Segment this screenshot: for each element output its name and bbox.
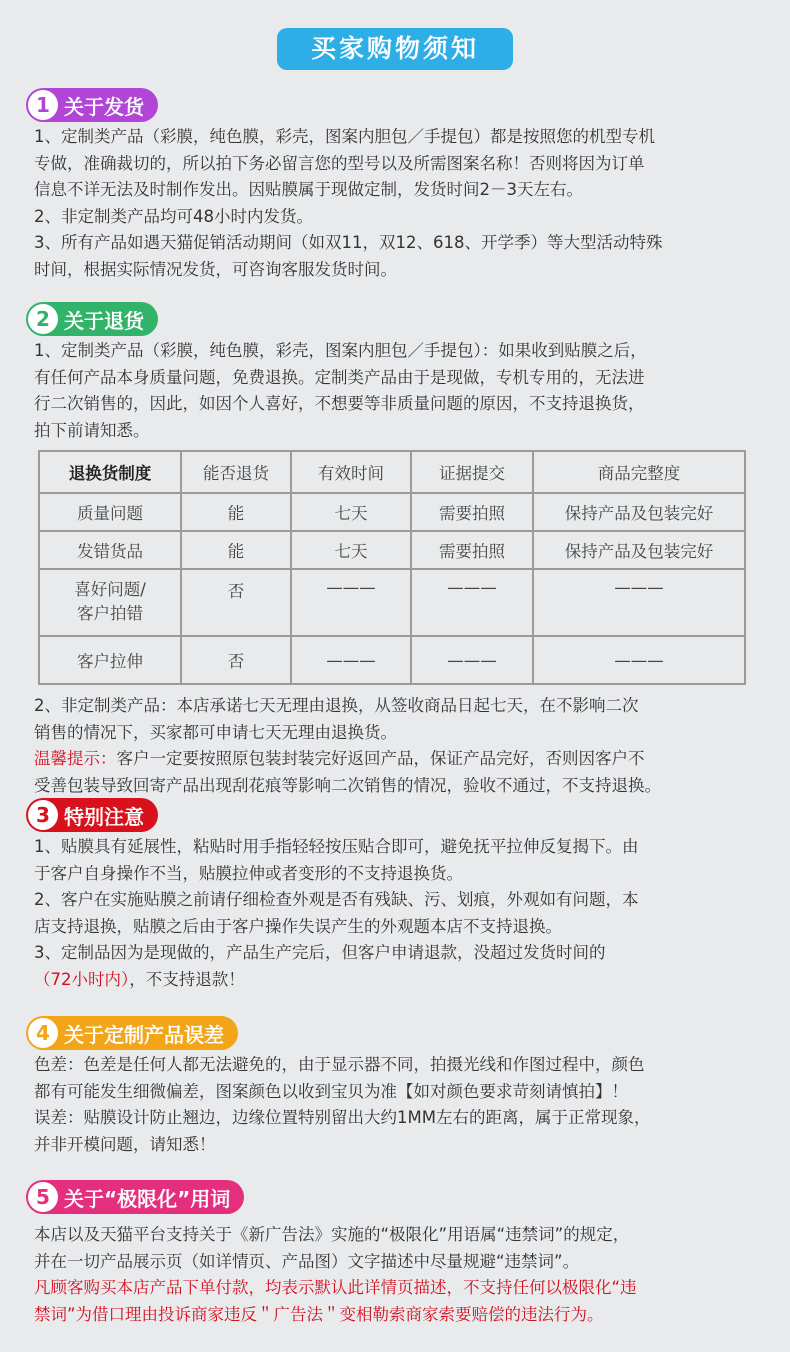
text-line: 销售的情况下，买家都可申请七天无理由退换货。 xyxy=(34,722,397,742)
text-rest: ，不支持退款！ xyxy=(129,969,245,989)
table-cell: 否 xyxy=(181,636,291,684)
section-shipping xyxy=(26,88,776,283)
number-badge-icon: 3 xyxy=(28,800,58,830)
table-cell: 七天 xyxy=(291,493,411,531)
text-line: 时间，根据实际情况发货，可咨询客服发货时间。 xyxy=(34,259,397,279)
section-tag-shipping xyxy=(26,88,158,122)
text-line: 本店以及天猫平台支持关于《新广告法》实施的“极限化”用语属“违禁词”的规定， xyxy=(34,1225,630,1244)
section-custom-error xyxy=(26,1016,776,1158)
warning-line: 禁词”为借口理由投诉商家违反＂广告法＂变相勒索商家索要赔偿的违法行为。 xyxy=(34,1304,604,1324)
table-cell: 能 xyxy=(181,531,291,569)
table-cell: 需要拍照 xyxy=(411,493,533,531)
section-tag-words xyxy=(26,1180,244,1214)
page-title: 买家购物须知 xyxy=(277,28,513,70)
text-line: 1、定制类产品（彩膜，纯色膜，彩壳，图案内胆包／手提包）：如果收到贴膜之后， xyxy=(34,341,647,360)
table-cell: 能 xyxy=(181,493,291,531)
table-cell: 保持产品及包装完好 xyxy=(533,531,745,569)
table-cell: 七天 xyxy=(291,531,411,569)
table-cell: ——— xyxy=(533,569,745,636)
title-wrap xyxy=(0,28,790,70)
text-line: 2、非定制类产品均可48小时内发货。 xyxy=(34,206,313,226)
table-header: 商品完整度 xyxy=(533,451,745,493)
table-header: 证据提交 xyxy=(411,451,533,493)
section-title: 关于“极限化”用词 xyxy=(64,1186,231,1211)
section-tag-notice xyxy=(26,798,158,832)
text-line: 行二次销售的，因此，如因个人喜好，不想要等非质量问题的原因，不支持退换货， xyxy=(34,394,645,413)
text-line: 1、贴膜具有延展性，粘贴时用手指轻轻按压贴合即可，避免抚平拉伸反复揭下。由 xyxy=(34,837,639,856)
table-cell: 质量问题 xyxy=(39,493,181,531)
text-line: 色差：色差是任何人都无法避免的，由于显示器不同，拍摄光线和作图过程中，颜色 xyxy=(34,1055,645,1074)
table-cell: ——— xyxy=(291,636,411,684)
table-cell: ——— xyxy=(533,636,745,684)
section-title: 关于定制产品误差 xyxy=(64,1022,224,1047)
text-line: 专做，准确裁切的，所以拍下务必留言您的型号以及所需图案名称！否则将因为订单 xyxy=(34,153,645,173)
section-title: 特别注意 xyxy=(64,804,144,829)
text-line xyxy=(26,967,776,994)
return-policy-table xyxy=(38,450,746,685)
table-cell: 发错货品 xyxy=(39,531,181,569)
tip-text: 客户一定要按照原包装封装完好返回产品，保证产品完好，否则因客户不 xyxy=(116,749,645,768)
text-line: 有任何产品本身质量问题，免费退换。定制类产品由于是现做，专机专用的，无法进 xyxy=(34,367,645,387)
warning-line: 凡顾客购买本店产品下单付款，均表示默认此详情页描述，不支持任何以极限化“违 xyxy=(34,1278,637,1297)
table-cell: ——— xyxy=(411,636,533,684)
cell-line: 客户拍错 xyxy=(77,604,143,623)
table-row xyxy=(39,569,745,636)
text-line: 2、客户在实施贴膜之前请仔细检查外观是否有残缺、污、划痕，外观如有问题，本 xyxy=(34,890,639,909)
table-header: 退换货制度 xyxy=(39,451,181,493)
number-badge-icon: 5 xyxy=(28,1182,58,1212)
number-badge-icon: 2 xyxy=(28,304,58,334)
text-line: 于客户自身操作不当，贴膜拉伸或者变形的不支持退换货。 xyxy=(34,863,463,883)
table-cell: 否 xyxy=(181,569,291,636)
text-line: 并在一切产品展示页（如详情页、产品图）文字描述中尽量规避“违禁词”。 xyxy=(34,1251,580,1271)
text-line: 3、定制品因为是现做的，产品生产完后，但客户申请退款，没超过发货时间的 xyxy=(34,943,606,962)
table-header: 能否退货 xyxy=(181,451,291,493)
text-line: 并非开模问题，请知悉！ xyxy=(34,1134,216,1154)
tip-label: 温馨提示： xyxy=(34,749,117,768)
number-badge-icon: 4 xyxy=(28,1018,58,1048)
table-header-row xyxy=(39,451,745,493)
table-cell xyxy=(39,569,181,636)
number-badge-icon: 1 xyxy=(28,90,58,120)
text-line: 2、非定制类产品：本店承诺七天无理由退换，从签收商品日起七天，在不影响二次 xyxy=(34,696,639,715)
text-line: 都有可能发生细微偏差，图案颜色以收到宝贝为准【如对颜色要求苛刻请慎拍】！ xyxy=(34,1081,628,1101)
text-line: 拍下前请知悉。 xyxy=(34,420,150,440)
text-line: 误差：贴膜设计防止翘边，边缘位置特别留出大约1MM左右的距离，属于正常现象， xyxy=(34,1108,651,1127)
section-extreme-words xyxy=(26,1180,776,1328)
table-row xyxy=(39,636,745,684)
section-returns xyxy=(26,302,776,799)
section-special-notice xyxy=(26,798,776,993)
table-row xyxy=(39,493,745,531)
table-cell: 客户拉伸 xyxy=(39,636,181,684)
table-cell: ——— xyxy=(291,569,411,636)
text-line: 1、定制类产品（彩膜，纯色膜，彩壳，图案内胆包／手提包）都是按照您的机型专机 xyxy=(34,127,655,146)
text-line: 信息不详无法及时制作发出。因贴膜属于现做定制，发货时间2－3天左右。 xyxy=(34,180,583,199)
cell-line: 喜好问题/ xyxy=(74,580,146,599)
highlight-text: （72小时内） xyxy=(34,969,130,989)
tip-line xyxy=(26,746,776,773)
section-title: 关于退货 xyxy=(64,308,144,333)
section-title: 关于发货 xyxy=(64,94,144,119)
table-cell: ——— xyxy=(411,569,533,636)
section-tag-returns xyxy=(26,302,158,336)
section-tag-error xyxy=(26,1016,238,1050)
text-line: 店支持退换，贴膜之后由于客户操作失误产生的外观题本店不支持退换。 xyxy=(34,916,562,936)
table-header: 有效时间 xyxy=(291,451,411,493)
text-line: 受善包装导致回寄产品出现刮花痕等影响二次销售的情况，验收不通过，不支持退换。 xyxy=(34,775,661,795)
text-line: 3、所有产品如遇天猫促销活动期间（如双11，双12、618、开学季）等大型活动特殊 xyxy=(34,233,663,252)
table-cell: 保持产品及包装完好 xyxy=(533,493,745,531)
table-cell: 需要拍照 xyxy=(411,531,533,569)
table-row xyxy=(39,531,745,569)
